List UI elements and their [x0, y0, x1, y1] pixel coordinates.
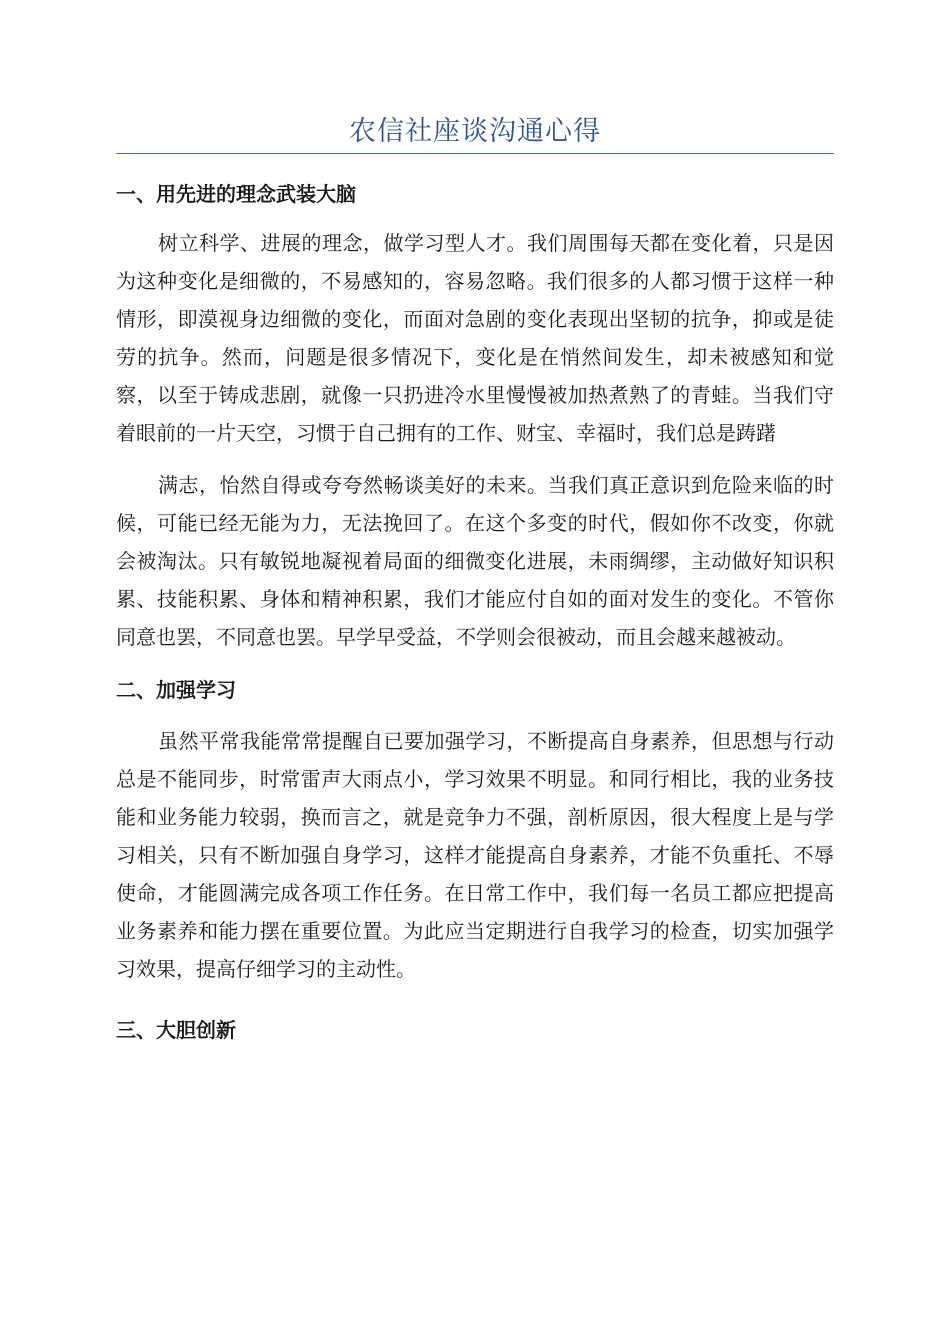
document-title: 农信社座谈沟通心得 — [349, 116, 601, 147]
title-underline — [116, 153, 834, 154]
section-1-paragraph-1: 树立科学、进展的理念，做学习型人才。我们周围每天都在变化着，只是因为这种变化是细微的，不易感知的，容易忽略。我们很多的人都习惯于这样一种情形，即漠视身边细微的变化，而面对急剧的变化表现出坚韧的抗争，抑或是徒劳的抗争。然而，问题是很多情况下，变化是在悄然间发生，却未被感知和觉察，以至于铸成悲剧，就像一只扔进冷水里慢慢被加热煮熟了的青蛙。当我们守着眼前的一片天空，习惯于自己拥有的工作、财宝、幸福时，我们总是踌躇 — [116, 231, 834, 445]
section-heading-3: 三、大胆创新 — [116, 1018, 236, 1042]
section-1-paragraph-2: 满志，怡然自得或夸夸然畅谈美好的未来。当我们真正意识到危险来临的时候，可能已经无能为力，无法挽回了。在这个多变的时代，假如你不改变，你就会被淘汰。只有敏锐地凝视着局面的细微变化进展，未雨绸缪，主动做好知识积累、技能积累、身体和精神积累，我们才能应付自如的面对发生的变化。不管你同意也罢，不同意也罢。早学早受益，不学则会很被动，而且会越来越被动。 — [116, 473, 834, 649]
section-2-paragraph-1: 虽然平常我能常常提醒自已要加强学习，不断提高自身素养，但思想与行动总是不能同步，时常雷声大雨点小，学习效果不明显。和同行相比，我的业务技能和业务能力较弱，换而言之，就是竞争力不强，剖析原因，很大程度上是与学习相关，只有不断加强自身学习，这样才能提高自身素养，才能不负重托、不辱使命，才能圆满完成各项工作任务。在日常工作中，我们每一名员工都应把提高业务素养和能力摆在重要位置。为此应当定期进行自我学习的检查，切实加强学习效果，提高仔细学习的主动性。 — [116, 729, 834, 981]
document-body — [116, 172, 834, 1052]
section-heading-1: 一、用先进的理念武装大脑 — [116, 182, 356, 206]
section-heading-2: 二、加强学习 — [116, 678, 236, 702]
